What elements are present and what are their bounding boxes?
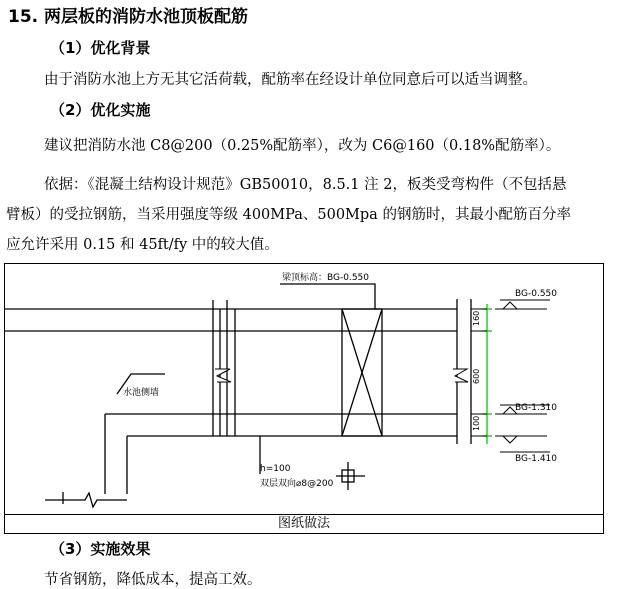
effect-heading: （3）实施效果	[50, 540, 151, 558]
background-text: 由于消防水池上方无其它活荷载，配筋率在经设计单位同意后可以适当调整。	[44, 72, 537, 88]
elevation-bottom: BG-1.410	[515, 454, 558, 464]
beam-elevation-label: 梁顶标高：BG-0.550	[282, 273, 370, 283]
implementation-heading: （2）优化实施	[50, 101, 151, 119]
basis-line-3: 应允许采用 0.15 和 45ft/fy 中的较大值。	[6, 237, 279, 253]
wall-label: 水池侧墙	[123, 388, 160, 398]
section-drawing-svg	[5, 264, 605, 517]
slab-rebar: 双层双向⌀8@200	[260, 479, 334, 489]
dim-160: 160	[472, 310, 481, 326]
background-heading: （1）优化背景	[50, 39, 151, 57]
elevation-top: BG-0.550	[515, 289, 558, 299]
basis-line-1: 依据：《混凝土结构设计规范》GB50010，8.5.1 注 2，板类受弯构件（不包括悬	[44, 177, 567, 193]
slab-thickness: h=100	[260, 464, 291, 474]
basis-line-2: 臂板）的受拉钢筋，当采用强度等级 400MPa、500Mpa 的钢筋时，其最小配筋百分率	[6, 207, 571, 223]
figure-caption: 图纸做法	[5, 514, 603, 533]
elevation-mid: BG-1.310	[515, 403, 558, 413]
page-title: 15. 两层板的消防水池顶板配筋	[8, 7, 249, 27]
construction-drawing	[4, 263, 604, 534]
dim-100: 100	[472, 415, 481, 431]
implementation-text: 建议把消防水池 C8@200（0.25%配筋率），改为 C6@160（0.18%配筋率）。	[44, 138, 561, 154]
dim-600: 600	[472, 368, 481, 384]
effect-text: 节省钢筋，降低成本，提高工效。	[44, 572, 262, 588]
